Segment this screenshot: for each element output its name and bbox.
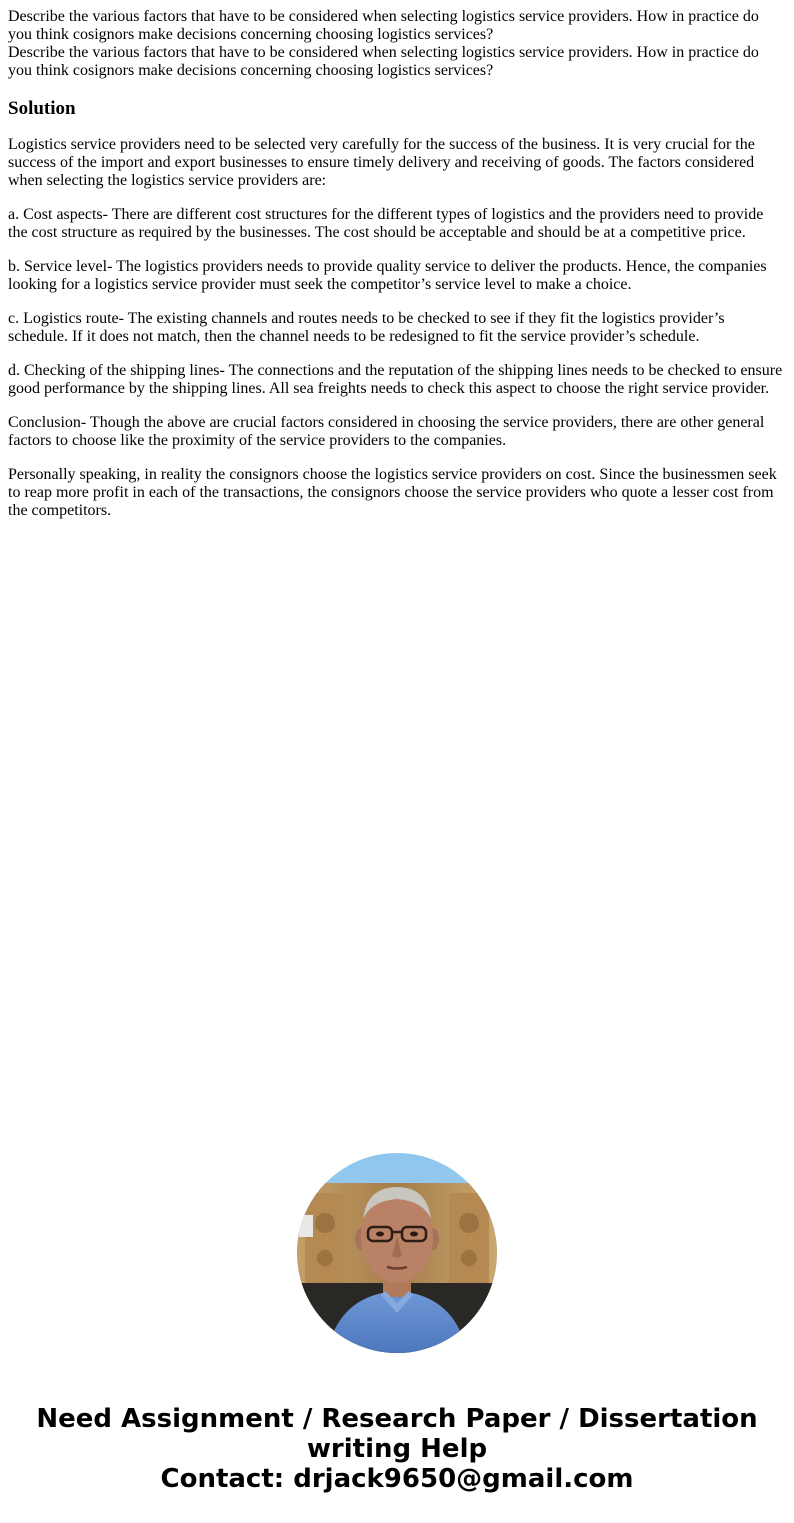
- contact-email: Contact: drjack9650@gmail.com: [160, 1464, 634, 1494]
- question-text: Describe the various factors that have to be considered when selecting logistics service providers. How in practice do you think cosignors make decisions concerning choosing logistics services?: [8, 8, 759, 43]
- factor-logistics-route: c. Logistics route- The existing channels and routes needs to be checked to see if they fit the logistics provider’s schedule. If it does not match, then the channel needs to be redesigned to fit the service provider’s schedule.: [8, 310, 725, 345]
- factor-shipping-lines: d. Checking of the shipping lines- The connections and the reputation of the shipping lines needs to be checked to ensure good performance by the shipping lines. All sea freights needs to check this aspect to choose the right service provider.: [8, 362, 783, 397]
- author-avatar: [297, 1153, 497, 1353]
- question-text-repeat: Describe the various factors that have to be considered when selecting logistics service providers. How in practice do you think cosignors make decisions concerning choosing logistics services?: [8, 44, 759, 79]
- conclusion-paragraph: Conclusion- Though the above are crucial factors considered in choosing the service providers, there are other general factors to choose like the proximity of the service providers to the companies.: [8, 414, 765, 449]
- solution-heading: Solution: [8, 98, 76, 119]
- solution-intro: Logistics service providers need to be selected very carefully for the success of the business. It is very crucial for the success of the import and export businesses to ensure timely delivery and receiving of goods. The factors considered when selecting the logistics service providers are:: [8, 136, 755, 189]
- promo-subheadline: writing Help: [306, 1434, 488, 1464]
- document-content: [8, 8, 786, 536]
- personal-opinion-paragraph: Personally speaking, in reality the consignors choose the logistics service providers on cost. Since the businessmen seek to reap more profit in each of the transactions, the consignors choose the service providers who quote a lesser cost from the competitors.: [8, 466, 777, 519]
- contact-banner: [0, 1404, 794, 1494]
- promo-headline: Need Assignment / Research Paper / Dissertation: [36, 1404, 758, 1434]
- factor-service-level: b. Service level- The logistics providers needs to provide quality service to deliver the products. Hence, the companies looking for a logistics service provider must seek the competitor’s service level to make a choice.: [8, 258, 767, 293]
- author-photo: [297, 1153, 497, 1353]
- factor-cost-aspects: a. Cost aspects- There are different cost structures for the different types of logistics and the providers need to provide the cost structure as required by the businesses. The cost should be acceptable and should be at a competitive price.: [8, 206, 764, 241]
